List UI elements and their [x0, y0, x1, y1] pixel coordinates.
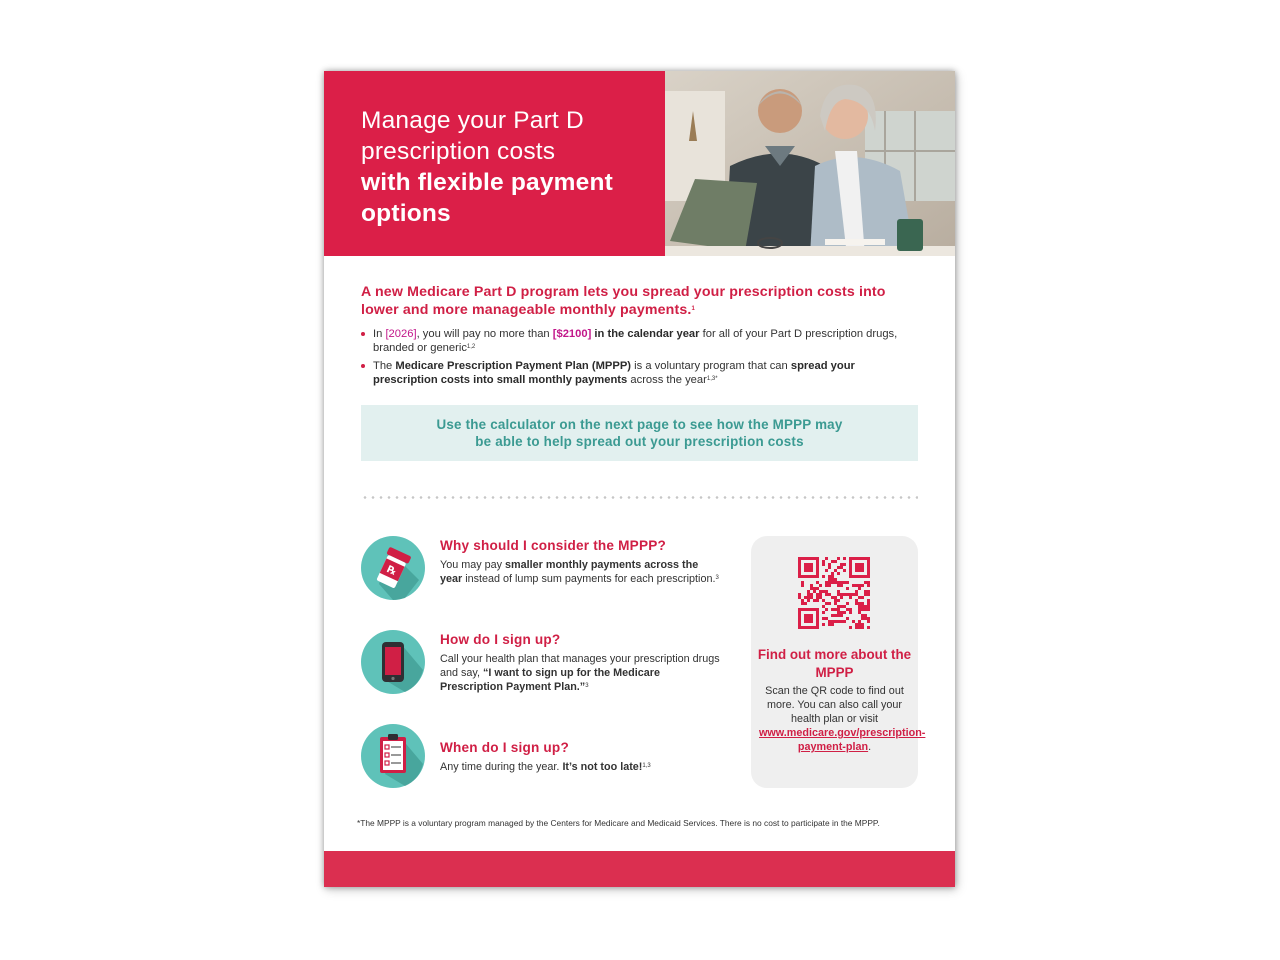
- panel-body: [759, 684, 926, 754]
- hero-photo: [665, 71, 955, 256]
- list-item: [361, 327, 921, 355]
- flyer-page: [324, 71, 955, 887]
- text: instead of lump sum payments for each prescription.: [462, 573, 716, 585]
- footnote-ref: 1,2: [466, 344, 476, 350]
- text: Scan the QR code to find out more. You can also call your health plan or visit: [765, 685, 904, 725]
- hero-title-line: with flexible payment: [361, 169, 613, 196]
- callout-text: Use the calculator on the next page to see how the MPPP may be able to help spread out your prescription costs: [436, 416, 843, 449]
- hero-title: [361, 105, 661, 229]
- faq-answer: [440, 558, 720, 586]
- faq-answer: [440, 760, 730, 774]
- qr-code[interactable]: [798, 557, 870, 634]
- lead-text: A new Medicare Part D program lets you spread your prescription costs into lower and more manageable monthly payments.: [361, 284, 886, 318]
- bold-text: “I want to sign up for the Medicare Prescription Payment Plan.”: [440, 667, 660, 693]
- footer-bar: [324, 851, 955, 887]
- footnote-ref: 1,3: [642, 763, 651, 769]
- bold-text: spread your prescription costs into small monthly payments: [373, 360, 855, 386]
- footnote-ref: 1,3*: [706, 376, 718, 382]
- list-item: [361, 359, 921, 387]
- smartphone-icon: [361, 630, 425, 694]
- faq-answer: [440, 652, 725, 694]
- hero-title-line: options: [361, 200, 451, 227]
- year-placeholder: [2026]: [385, 328, 417, 340]
- text: .: [868, 741, 872, 753]
- prescription-bottle-icon: [361, 536, 425, 600]
- footnote-ref: 1: [691, 305, 695, 312]
- footnote-ref: 3: [585, 683, 589, 689]
- text: In: [373, 328, 386, 340]
- bold-text: It’s not too late!: [562, 761, 643, 773]
- dotted-divider: [361, 496, 918, 499]
- footnote-ref: 3: [715, 575, 719, 581]
- lead-heading: [361, 284, 921, 319]
- text: for all of your Part D prescription drugs, branded or generic: [373, 328, 898, 354]
- hero-banner: [324, 71, 665, 256]
- faq-question: How do I sign up?: [440, 632, 561, 647]
- text: Call your health plan that manages your prescription drugs and say,: [440, 653, 720, 679]
- bold-text: in the calendar year: [591, 328, 700, 340]
- text: is a voluntary program that can: [631, 360, 791, 372]
- amount-placeholder: [$2100]: [552, 328, 592, 340]
- calculator-callout: [361, 405, 918, 461]
- text: The: [373, 360, 396, 372]
- text: across the year: [627, 374, 707, 386]
- faq-question: When do I sign up?: [440, 740, 569, 755]
- clipboard-checklist-icon: [361, 724, 425, 788]
- svg-text:℞: ℞: [385, 564, 398, 579]
- panel-title: Find out more about the MPPP: [757, 647, 912, 680]
- find-out-more-panel: [751, 536, 926, 788]
- bold-text: smaller monthly payments across the year: [440, 559, 699, 585]
- faq-question: Why should I consider the MPPP?: [440, 538, 666, 553]
- hero-title-line: prescription costs: [361, 138, 556, 165]
- text: , you will pay no more than: [416, 328, 553, 340]
- key-points-list: [361, 327, 921, 391]
- text: Any time during the year.: [440, 761, 563, 773]
- hero-title-line: Manage your Part D: [361, 107, 584, 134]
- text: You may pay: [440, 559, 506, 571]
- medicare-link[interactable]: www.medicare.gov/prescription-payment-plan: [759, 727, 926, 753]
- footnote: *The MPPP is a voluntary program managed by the Centers for Medicare and Medicaid Services. There is no cost to participate in the MPPP.: [357, 818, 880, 828]
- bold-text: Medicare Prescription Payment Plan (MPPP): [395, 360, 632, 372]
